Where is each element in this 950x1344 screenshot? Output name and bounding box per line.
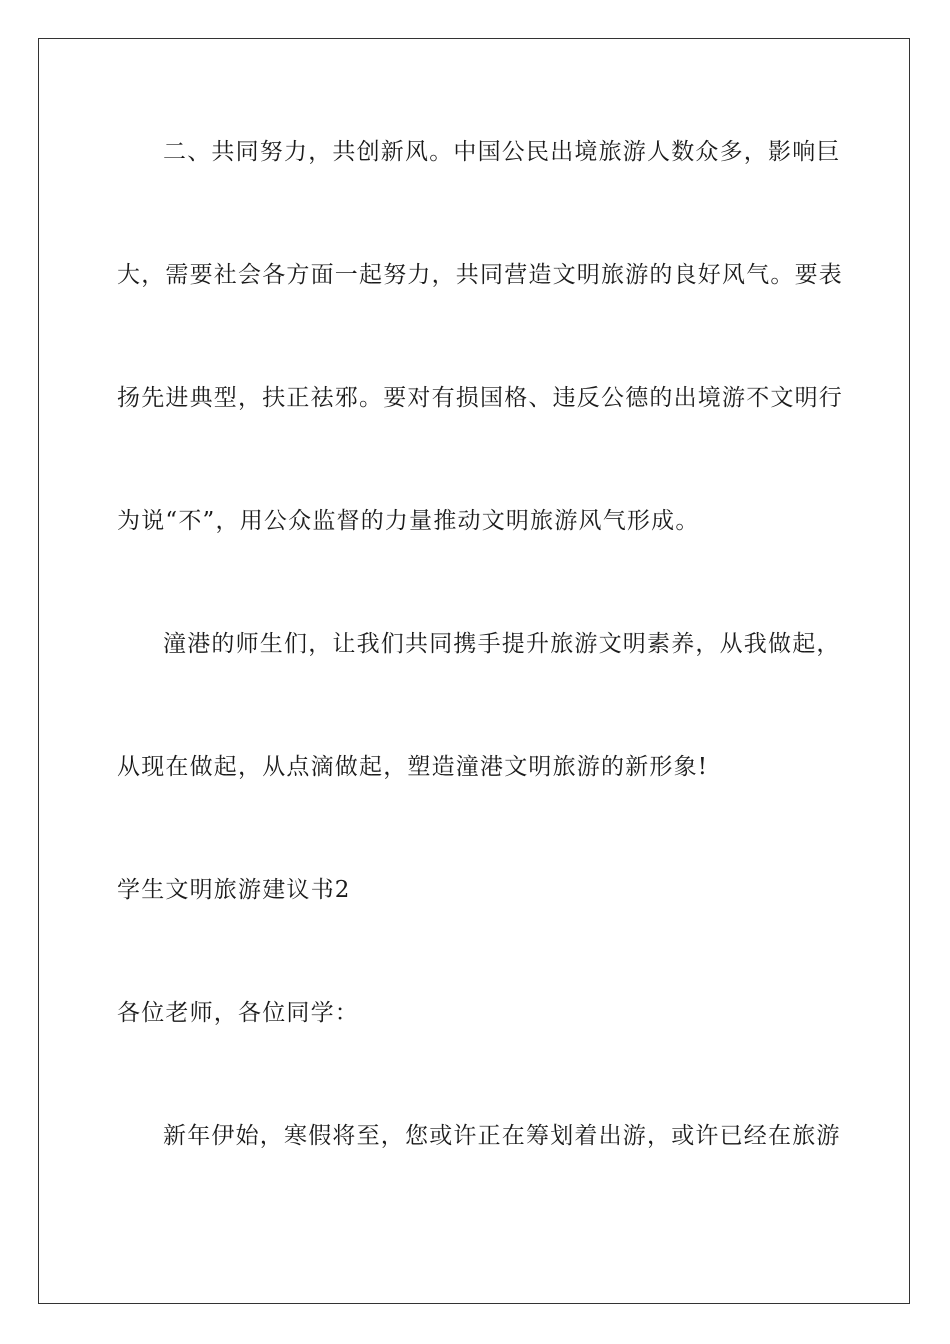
body-paragraph-line-1: 新年伊始，寒假将至，您或许正在筹划着出游，或许已经在旅游 (163, 1123, 841, 1149)
section-title: 学生文明旅游建议书2 (117, 877, 351, 903)
paragraph-2-line-1: 二、共同努力，共创新风。中国公民出境旅游人数众多，影响巨 (163, 139, 841, 165)
paragraph-2-line-2: 大，需要社会各方面一起努力，共同营造文明旅游的良好风气。要表 (117, 262, 843, 288)
salutation: 各位老师，各位同学： (117, 1000, 359, 1026)
paragraph-2-line-4: 为说“不”，用公众监督的力量推动文明旅游风气形成。 (117, 508, 700, 534)
closing-paragraph-line-2: 从现在做起，从点滴做起，塑造潼港文明旅游的新形象! (117, 754, 709, 780)
paragraph-2-line-3: 扬先进典型，扶正祛邪。要对有损国格、违反公德的出境游不文明行 (117, 385, 843, 411)
page-border (38, 38, 910, 1304)
closing-paragraph-line-1: 潼港的师生们，让我们共同携手提升旅游文明素养，从我做起， (163, 631, 841, 657)
